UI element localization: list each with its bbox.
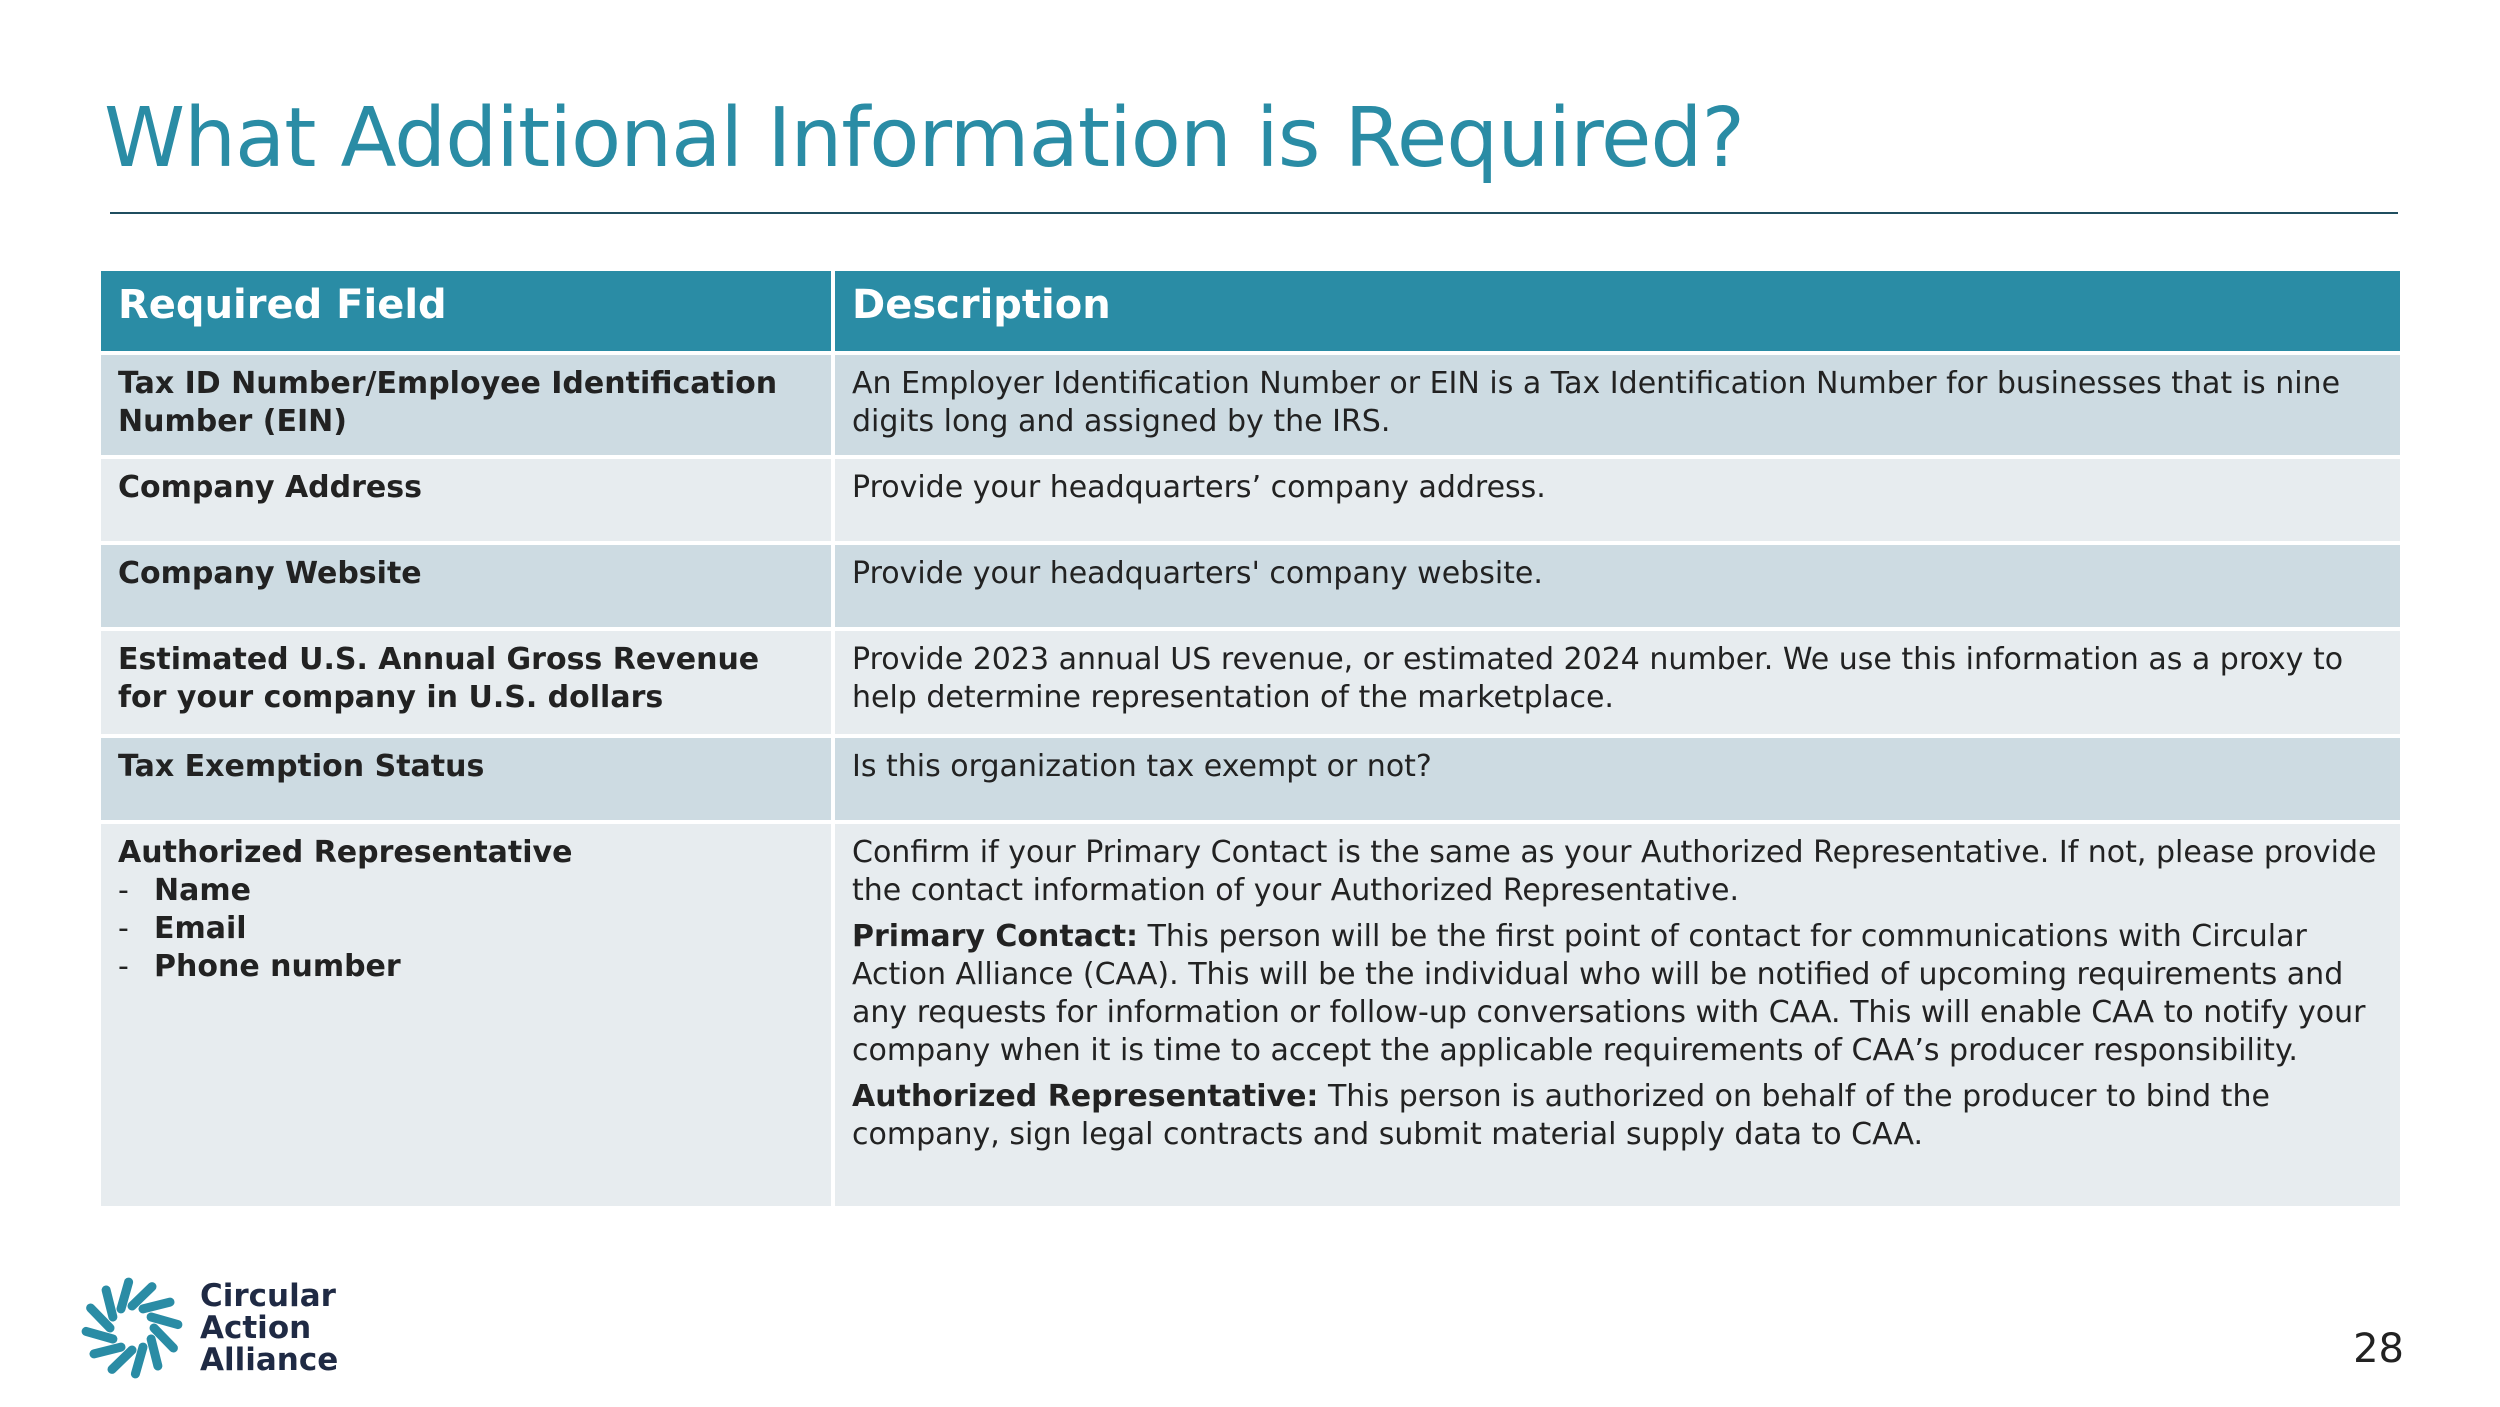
- logo-dash: [86, 1331, 113, 1339]
- circular-action-alliance-logo-icon: [80, 1276, 184, 1380]
- field-label: Authorized Representative: [118, 835, 573, 870]
- column-header-required-field: Required Field: [101, 271, 831, 351]
- logo-dash: [121, 1282, 129, 1309]
- table-row: [101, 627, 2400, 734]
- field-cell: Company Website: [101, 541, 831, 627]
- dash-bullet: -: [118, 949, 129, 984]
- logo-dash: [135, 1347, 143, 1374]
- page-number: 28: [2353, 1326, 2404, 1372]
- list-item: [118, 948, 815, 986]
- field-sublist: [118, 872, 815, 986]
- brand-wordmark: [200, 1280, 338, 1376]
- table-row: [101, 541, 2400, 627]
- logo-dash: [106, 1290, 113, 1317]
- table-row: [101, 455, 2400, 541]
- authorized-representative-label: Authorized Representative:: [852, 1079, 1319, 1114]
- table-row: [101, 734, 2400, 820]
- primary-contact-label: Primary Contact:: [852, 919, 1139, 954]
- list-item: [118, 872, 815, 910]
- brand-line: Action: [200, 1310, 312, 1346]
- table-row: [101, 820, 2400, 1206]
- description-cell: Is this organization tax exempt or not?: [831, 734, 2400, 820]
- field-cell: Tax ID Number/Employee Identification Number (EIN): [101, 351, 831, 455]
- required-fields-table: [101, 271, 2400, 1206]
- logo-dash: [151, 1339, 158, 1366]
- primary-contact-paragraph: [852, 918, 2384, 1070]
- description-intro: Confirm if your Primary Contact is the same as your Authorized Representative. If not, please provide the contact information of your Authorized Representative.: [852, 835, 2377, 908]
- description-cell: Provide 2023 annual US revenue, or estimated 2024 number. We use this information as a proxy to help determine representation of the marketplace.: [831, 627, 2400, 734]
- description-cell: Provide your headquarters' company website.: [831, 541, 2400, 627]
- list-item: [118, 910, 815, 948]
- table-header-row: [101, 271, 2400, 351]
- field-cell: Estimated U.S. Annual Gross Revenue for your company in U.S. dollars: [101, 627, 831, 734]
- table-row: [101, 351, 2400, 455]
- column-header-description: Description: [831, 271, 2400, 351]
- list-item-label: Email: [154, 911, 247, 946]
- dash-bullet: -: [118, 911, 129, 946]
- list-item-label: Name: [154, 873, 251, 908]
- dash-bullet: -: [118, 873, 129, 908]
- authorized-representative-paragraph: [852, 1078, 2384, 1154]
- field-cell: [101, 820, 831, 1206]
- title-divider: [110, 212, 2398, 214]
- brand-line: Alliance: [200, 1342, 339, 1378]
- logo-marks: [86, 1282, 178, 1374]
- field-cell: Company Address: [101, 455, 831, 541]
- description-cell: [831, 820, 2400, 1206]
- field-cell: Tax Exemption Status: [101, 734, 831, 820]
- list-item-label: Phone number: [154, 949, 401, 984]
- description-cell: An Employer Identification Number or EIN is a Tax Identification Number for businesses that is nine digits long and assigned by the IRS.: [831, 351, 2400, 455]
- authorized-representative-text: This person is authorized on behalf of the producer to bind the company, sign legal contracts and submit material supply data to CAA.: [852, 1079, 2270, 1152]
- logo-dash: [94, 1347, 121, 1354]
- logo-dash: [143, 1302, 170, 1309]
- logo-dash: [151, 1317, 178, 1325]
- brand-line: Circular: [200, 1278, 336, 1314]
- page-title: What Additional Information is Required?: [104, 91, 1744, 186]
- primary-contact-text: This person will be the first point of contact for communications with Circular Action Alliance (CAA). This will be the individual who will be notified of upcoming requirements and any requests for information or follow-up conversations with CAA. This will enable CAA to notify your company when it is time to accept the applicable requirements of CAA’s producer responsibility.: [852, 919, 2366, 1068]
- description-cell: Provide your headquarters’ company address.: [831, 455, 2400, 541]
